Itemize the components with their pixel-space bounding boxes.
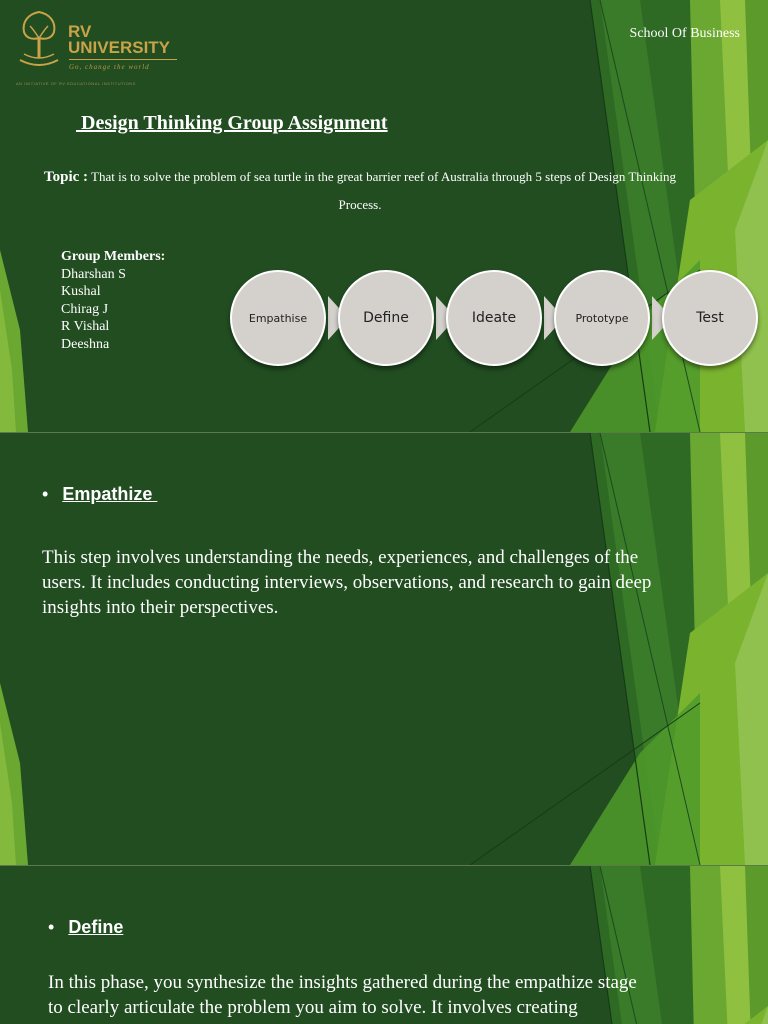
- section-heading: • Define: [48, 917, 124, 937]
- rv-university-logo: [14, 8, 179, 90]
- members-heading: Group Members:: [61, 249, 166, 264]
- title-slide: [0, 0, 768, 432]
- step-prototype: Prototype: [554, 270, 650, 366]
- group-members: [61, 248, 165, 353]
- member-name: Chirag J: [61, 301, 109, 317]
- tree-emblem-icon: [14, 8, 64, 72]
- step-test: Test: [662, 270, 758, 366]
- logo-tagline: Go, change the world: [69, 63, 150, 71]
- empathize-slide: [0, 433, 768, 865]
- member-name: R Vishal: [61, 319, 110, 334]
- bullet-icon: •: [42, 484, 49, 504]
- section-heading: • Empathize: [42, 484, 158, 504]
- section-body: In this phase, you synthesize the insights gathered during the empathize stage to clearly articulate the problem you aim to solve. It involves creating: [48, 972, 637, 1018]
- step-ideate: Ideate: [446, 270, 542, 366]
- slide-title: Design Thinking Group Assignment: [76, 112, 388, 134]
- section-body: This step involves understanding the needs, experiences, and challenges of the users. It includes conducting interviews, observations, and research to gain deep insights into their perspectives.: [42, 547, 652, 618]
- bullet-icon: •: [48, 917, 55, 937]
- topic-label: Topic :: [43, 169, 89, 185]
- member-name: Kushal: [61, 284, 101, 299]
- step-define: Define: [338, 270, 434, 366]
- design-thinking-process: [228, 266, 768, 374]
- school-name: School Of Business: [629, 26, 740, 41]
- member-name: Deeshna: [61, 336, 110, 352]
- step-empathise: Empathise: [230, 270, 326, 366]
- member-name: Dharshan S: [61, 266, 126, 282]
- topic-text: That is to solve the problem of sea turtle in the great barrier reef of Australia through 5 steps of Design Thinking Process.: [91, 169, 677, 212]
- logo-subline: AN INITIATIVE OF RV EDUCATIONAL INSTITUTIONS: [16, 81, 136, 86]
- topic-paragraph: [40, 163, 680, 218]
- logo-wordmark: RV UNIVERSITY: [68, 22, 171, 57]
- define-slide: [0, 866, 768, 1024]
